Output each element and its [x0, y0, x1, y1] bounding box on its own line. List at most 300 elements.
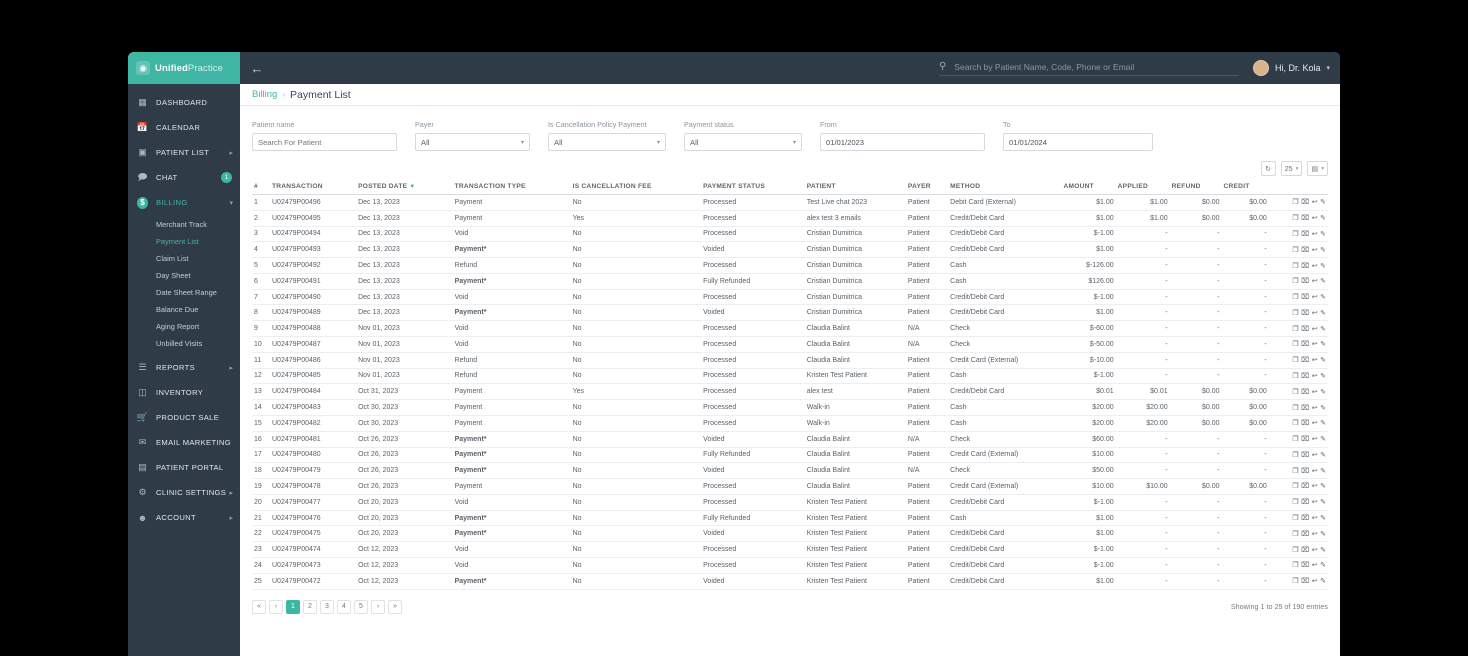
row-patient: Cristian Dumitrica — [805, 289, 906, 305]
sidebar-item-inventory[interactable] — [128, 380, 240, 405]
app-window — [128, 52, 1340, 656]
payer-select[interactable] — [415, 133, 530, 151]
undo-icon[interactable]: ↩ — [1311, 262, 1318, 270]
edit-icon[interactable]: ✎ — [1320, 388, 1326, 396]
copy-icon[interactable]: ❐ — [1292, 262, 1299, 270]
row-is-cancellation-fee: No — [571, 400, 702, 416]
row-transaction-type: Payment* — [453, 463, 571, 479]
col-transaction[interactable]: TRANSACTION — [270, 180, 356, 195]
table-row[interactable] — [252, 258, 1328, 274]
col-posted-date-label: POSTED DATE — [358, 183, 408, 190]
chevron-down-icon: ▾ — [1295, 165, 1299, 172]
global-search[interactable] — [939, 61, 1239, 76]
edit-icon[interactable]: ✎ — [1320, 451, 1326, 459]
row-refund: - — [1170, 510, 1222, 526]
row-is-cancellation-fee: Yes — [571, 384, 702, 400]
submenu-item-claim-list[interactable]: Claim List — [156, 254, 189, 263]
copy-icon[interactable]: ❐ — [1292, 388, 1299, 396]
col-method[interactable]: METHOD — [948, 180, 1061, 195]
row-posted-date: Oct 31, 2023 — [356, 384, 453, 400]
undo-icon[interactable]: ↩ — [1311, 467, 1318, 475]
row-refund: - — [1170, 337, 1222, 353]
col-applied[interactable]: APPLIED — [1116, 180, 1170, 195]
row-transaction-type: Payment* — [453, 273, 571, 289]
copy-icon[interactable]: ❐ — [1292, 325, 1299, 333]
undo-icon[interactable]: ↩ — [1311, 578, 1318, 586]
undo-icon[interactable]: ↩ — [1311, 483, 1318, 491]
trash-icon[interactable]: ⌧ — [1301, 546, 1310, 554]
row-applied: - — [1116, 431, 1170, 447]
trash-icon[interactable]: ⌧ — [1301, 499, 1310, 507]
edit-icon[interactable]: ✎ — [1320, 372, 1326, 380]
to-date-input[interactable] — [1003, 133, 1153, 151]
chevron-down-icon: ▾ — [792, 139, 796, 146]
row-is-cancellation-fee: No — [571, 258, 702, 274]
page-size-select[interactable] — [1281, 161, 1303, 176]
inventory-icon: ◫ — [138, 387, 147, 397]
row-index: 10 — [252, 337, 270, 353]
row-patient: alex test 3 emails — [805, 210, 906, 226]
trash-icon[interactable]: ⌧ — [1301, 436, 1310, 444]
col-patient[interactable]: PATIENT — [805, 180, 906, 195]
sidebar-item-chat[interactable] — [128, 165, 240, 190]
submenu-item-payment-list[interactable]: Payment List — [156, 237, 199, 246]
from-date-input[interactable] — [820, 133, 985, 151]
row-credit: - — [1222, 573, 1269, 589]
column-chooser-button[interactable] — [1307, 161, 1328, 176]
copy-icon[interactable]: ❐ — [1292, 515, 1299, 523]
undo-icon[interactable]: ↩ — [1311, 357, 1318, 365]
copy-icon[interactable]: ❐ — [1292, 294, 1299, 302]
row-transaction-type: Payment — [453, 479, 571, 495]
filter-cancellation-policy — [548, 120, 666, 151]
chevron-down-icon: ▾ — [520, 139, 524, 146]
trash-icon[interactable]: ⌧ — [1301, 372, 1310, 380]
col-payer[interactable]: PAYER — [906, 180, 948, 195]
submenu-item-merchant-track[interactable]: Merchant Track — [156, 220, 207, 229]
row-actions — [1269, 494, 1328, 510]
submenu-item-day-sheet[interactable]: Day Sheet — [156, 271, 191, 280]
copy-icon[interactable]: ❐ — [1292, 246, 1299, 254]
chevron-right-icon: ▸ — [229, 489, 233, 497]
trash-icon[interactable]: ⌧ — [1301, 357, 1310, 365]
page-button-2[interactable]: 2 — [303, 600, 317, 614]
trash-icon[interactable]: ⌧ — [1301, 325, 1310, 333]
row-credit: $0.00 — [1222, 400, 1269, 416]
undo-icon[interactable]: ↩ — [1311, 562, 1318, 570]
col-amount[interactable]: AMOUNT — [1062, 180, 1116, 195]
undo-icon[interactable]: ↩ — [1311, 499, 1318, 507]
undo-icon[interactable]: ↩ — [1311, 325, 1318, 333]
copy-icon[interactable]: ❐ — [1292, 530, 1299, 538]
row-index: 7 — [252, 289, 270, 305]
row-posted-date: Nov 01, 2023 — [356, 368, 453, 384]
row-credit: - — [1222, 431, 1269, 447]
trash-icon[interactable]: ⌧ — [1301, 404, 1310, 412]
submenu-item-unbilled-visits[interactable]: Unbilled Visits — [156, 339, 203, 348]
row-posted-date: Dec 13, 2023 — [356, 305, 453, 321]
col-is-cancellation-fee[interactable]: IS CANCELLATION FEE — [571, 180, 702, 195]
row-index: 23 — [252, 542, 270, 558]
table-toolbar — [240, 155, 1340, 180]
row-transaction: U02479P00490 — [270, 289, 356, 305]
top-bar-right — [240, 52, 1340, 84]
undo-icon[interactable]: ↩ — [1311, 530, 1318, 538]
copy-icon[interactable]: ❐ — [1292, 436, 1299, 444]
table-row[interactable] — [252, 415, 1328, 431]
row-applied: $10.00 — [1116, 479, 1170, 495]
copy-icon[interactable]: ❐ — [1292, 404, 1299, 412]
edit-icon[interactable]: ✎ — [1320, 530, 1326, 538]
table-row[interactable] — [252, 494, 1328, 510]
filter-label: Patient name — [252, 120, 295, 129]
table-row[interactable] — [252, 305, 1328, 321]
payer-select-value: All — [421, 137, 430, 147]
row-patient: Claudia Balint — [805, 479, 906, 495]
page-button-1[interactable]: 1 — [286, 600, 300, 614]
edit-icon[interactable]: ✎ — [1320, 546, 1326, 554]
row-amount: $126.00 — [1062, 273, 1116, 289]
row-transaction-type: Void — [453, 542, 571, 558]
table-row[interactable] — [252, 573, 1328, 589]
col-transaction-type[interactable]: TRANSACTION TYPE — [453, 180, 571, 195]
undo-icon[interactable]: ↩ — [1311, 388, 1318, 396]
trash-icon[interactable]: ⌧ — [1301, 578, 1310, 586]
undo-icon[interactable]: ↩ — [1311, 546, 1318, 554]
cart-icon: 🛒 — [136, 412, 149, 422]
row-payer: N/A — [906, 337, 948, 353]
row-is-cancellation-fee: No — [571, 226, 702, 242]
table-row[interactable] — [252, 526, 1328, 542]
row-method: Check — [948, 337, 1061, 353]
table-row[interactable] — [252, 226, 1328, 242]
row-method: Credit/Debit Card — [948, 384, 1061, 400]
row-credit: - — [1222, 352, 1269, 368]
row-posted-date: Oct 20, 2023 — [356, 510, 453, 526]
undo-icon[interactable]: ↩ — [1311, 372, 1318, 380]
row-amount: $50.00 — [1062, 463, 1116, 479]
undo-icon[interactable]: ↩ — [1311, 309, 1318, 317]
patient-name-input[interactable] — [252, 133, 397, 151]
copy-icon[interactable]: ❐ — [1292, 215, 1299, 223]
sidebar-item-patient-portal[interactable] — [128, 455, 240, 480]
row-transaction: U02479P00483 — [270, 400, 356, 416]
edit-icon[interactable]: ✎ — [1320, 562, 1326, 570]
row-actions — [1269, 542, 1328, 558]
row-actions — [1269, 195, 1328, 211]
trash-icon[interactable]: ⌧ — [1301, 278, 1310, 286]
undo-icon[interactable]: ↩ — [1311, 451, 1318, 459]
row-index: 20 — [252, 494, 270, 510]
row-payment-status: Processed — [701, 542, 805, 558]
edit-icon[interactable]: ✎ — [1320, 483, 1326, 491]
entries-summary: Showing 1 to 25 of 190 entries — [1230, 602, 1328, 612]
undo-icon[interactable]: ↩ — [1311, 436, 1318, 444]
row-actions — [1269, 210, 1328, 226]
undo-icon[interactable]: ↩ — [1311, 230, 1318, 238]
copy-icon[interactable]: ❐ — [1292, 357, 1299, 365]
trash-icon[interactable]: ⌧ — [1301, 530, 1310, 538]
page-button-3[interactable]: 3 — [320, 600, 334, 614]
undo-icon[interactable]: ↩ — [1311, 341, 1318, 349]
payment-table — [252, 180, 1328, 590]
col-posted-date[interactable] — [356, 180, 453, 195]
table-row[interactable] — [252, 463, 1328, 479]
trash-icon[interactable]: ⌧ — [1301, 388, 1310, 396]
row-is-cancellation-fee: No — [571, 494, 702, 510]
row-credit: $0.00 — [1222, 210, 1269, 226]
payment-status-select[interactable] — [684, 133, 802, 151]
undo-icon[interactable]: ↩ — [1311, 404, 1318, 412]
sidebar-item-clinic-settings[interactable] — [128, 480, 240, 505]
row-index: 8 — [252, 305, 270, 321]
row-actions — [1269, 573, 1328, 589]
table-row[interactable] — [252, 542, 1328, 558]
trash-icon[interactable]: ⌧ — [1301, 341, 1310, 349]
edit-icon[interactable]: ✎ — [1320, 199, 1326, 207]
row-refund: - — [1170, 557, 1222, 573]
row-credit: - — [1222, 542, 1269, 558]
row-refund: $0.00 — [1170, 400, 1222, 416]
copy-icon[interactable]: ❐ — [1292, 420, 1299, 428]
arrow-left-icon[interactable]: ← — [250, 60, 264, 76]
edit-icon[interactable]: ✎ — [1320, 499, 1326, 507]
submenu-item-balance-due[interactable]: Balance Due — [156, 305, 199, 314]
row-is-cancellation-fee: Yes — [571, 210, 702, 226]
table-row[interactable] — [252, 321, 1328, 337]
page-button-4[interactable]: 4 — [337, 600, 351, 614]
undo-icon[interactable]: ↩ — [1311, 420, 1318, 428]
table-row[interactable] — [252, 352, 1328, 368]
row-applied: - — [1116, 573, 1170, 589]
row-refund: $0.00 — [1170, 479, 1222, 495]
row-method: Check — [948, 463, 1061, 479]
table-row[interactable] — [252, 447, 1328, 463]
edit-icon[interactable]: ✎ — [1320, 246, 1326, 254]
col-refund[interactable]: REFUND — [1170, 180, 1222, 195]
table-row[interactable] — [252, 557, 1328, 573]
undo-icon[interactable]: ↩ — [1311, 215, 1318, 223]
trash-icon[interactable]: ⌧ — [1301, 562, 1310, 570]
row-transaction: U02479P00487 — [270, 337, 356, 353]
edit-icon[interactable]: ✎ — [1320, 309, 1326, 317]
row-payer: Patient — [906, 510, 948, 526]
sidebar-item-email-marketing[interactable] — [128, 430, 240, 455]
row-posted-date: Dec 13, 2023 — [356, 226, 453, 242]
row-method: Credit/Debit Card — [948, 526, 1061, 542]
trash-icon[interactable]: ⌧ — [1301, 262, 1310, 270]
table-row[interactable] — [252, 195, 1328, 211]
chat-icon: 🗩 — [137, 171, 148, 182]
sidebar-item-label: CLINIC SETTINGS — [156, 488, 227, 497]
user-menu[interactable] — [1253, 60, 1330, 76]
table-row[interactable] — [252, 210, 1328, 226]
trash-icon[interactable]: ⌧ — [1301, 215, 1310, 223]
copy-icon[interactable]: ❐ — [1292, 230, 1299, 238]
row-patient: Claudia Balint — [805, 431, 906, 447]
trash-icon[interactable]: ⌧ — [1301, 199, 1310, 207]
table-row[interactable] — [252, 368, 1328, 384]
undo-icon[interactable]: ↩ — [1311, 246, 1318, 254]
copy-icon[interactable]: ❐ — [1292, 451, 1299, 459]
row-credit: $0.00 — [1222, 384, 1269, 400]
page-button-[interactable]: › — [371, 600, 385, 614]
copy-icon[interactable]: ❐ — [1292, 467, 1299, 475]
sidebar-item-billing[interactable] — [128, 190, 240, 215]
row-posted-date: Dec 13, 2023 — [356, 273, 453, 289]
edit-icon[interactable]: ✎ — [1320, 278, 1326, 286]
page-button-5[interactable]: 5 — [354, 600, 368, 614]
row-refund: - — [1170, 573, 1222, 589]
trash-icon[interactable]: ⌧ — [1301, 294, 1310, 302]
search-input[interactable] — [952, 61, 1239, 73]
row-actions — [1269, 368, 1328, 384]
table-row[interactable] — [252, 431, 1328, 447]
sidebar-item-label: PATIENT PORTAL — [156, 463, 224, 472]
row-index: 24 — [252, 557, 270, 573]
edit-icon[interactable]: ✎ — [1320, 467, 1326, 475]
row-payment-status: Processed — [701, 226, 805, 242]
row-method: Cash — [948, 415, 1061, 431]
submenu-item-aging-report[interactable]: Aging Report — [156, 322, 200, 331]
trash-icon[interactable]: ⌧ — [1301, 515, 1310, 523]
col-index[interactable]: # — [252, 180, 270, 195]
copy-icon[interactable]: ❐ — [1292, 278, 1299, 286]
sidebar-item-account[interactable] — [128, 505, 240, 530]
row-index: 14 — [252, 400, 270, 416]
breadcrumb-parent[interactable]: Billing — [252, 89, 278, 100]
table-row[interactable] — [252, 273, 1328, 289]
table-head — [252, 180, 1328, 195]
table-row[interactable] — [252, 510, 1328, 526]
edit-icon[interactable]: ✎ — [1320, 325, 1326, 333]
copy-icon[interactable]: ❐ — [1292, 372, 1299, 380]
edit-icon[interactable]: ✎ — [1320, 294, 1326, 302]
row-transaction: U02479P00484 — [270, 384, 356, 400]
row-index: 17 — [252, 447, 270, 463]
page-button-[interactable]: ‹ — [269, 600, 283, 614]
refresh-button[interactable] — [1261, 161, 1276, 176]
table-row[interactable] — [252, 384, 1328, 400]
edit-icon[interactable]: ✎ — [1320, 230, 1326, 238]
submenu-item-date-sheet-range[interactable]: Date Sheet Range — [156, 288, 217, 297]
trash-icon[interactable]: ⌧ — [1301, 420, 1310, 428]
edit-icon[interactable]: ✎ — [1320, 436, 1326, 444]
table-row[interactable] — [252, 400, 1328, 416]
row-applied: - — [1116, 494, 1170, 510]
sidebar-item-reports[interactable] — [128, 355, 240, 380]
row-applied: - — [1116, 352, 1170, 368]
undo-icon[interactable]: ↩ — [1311, 199, 1318, 207]
copy-icon[interactable]: ❐ — [1292, 578, 1299, 586]
sidebar-item-label: EMAIL MARKETING — [156, 438, 232, 447]
trash-icon[interactable]: ⌧ — [1301, 451, 1310, 459]
filter-patient-name — [252, 120, 397, 151]
row-actions — [1269, 447, 1328, 463]
copy-icon[interactable]: ❐ — [1292, 483, 1299, 491]
page-button-[interactable]: « — [252, 600, 266, 614]
trash-icon[interactable]: ⌧ — [1301, 246, 1310, 254]
row-posted-date: Dec 13, 2023 — [356, 242, 453, 258]
page-title: Payment List — [290, 88, 351, 101]
row-transaction-type: Payment — [453, 195, 571, 211]
row-amount: $-1.00 — [1062, 368, 1116, 384]
cancellation-select[interactable] — [548, 133, 666, 151]
edit-icon[interactable]: ✎ — [1320, 341, 1326, 349]
row-amount: $-1.00 — [1062, 226, 1116, 242]
copy-icon[interactable]: ❐ — [1292, 546, 1299, 554]
copy-icon[interactable]: ❐ — [1292, 309, 1299, 317]
row-refund: - — [1170, 305, 1222, 321]
row-transaction: U02479P00476 — [270, 510, 356, 526]
undo-icon[interactable]: ↩ — [1311, 294, 1318, 302]
table-row[interactable] — [252, 289, 1328, 305]
table-row[interactable] — [252, 337, 1328, 353]
copy-icon[interactable]: ❐ — [1292, 562, 1299, 570]
copy-icon[interactable]: ❐ — [1292, 199, 1299, 207]
copy-icon[interactable]: ❐ — [1292, 499, 1299, 507]
sidebar-item-dashboard[interactable] — [128, 90, 240, 115]
edit-icon[interactable]: ✎ — [1320, 578, 1326, 586]
edit-icon[interactable]: ✎ — [1320, 420, 1326, 428]
edit-icon[interactable]: ✎ — [1320, 404, 1326, 412]
sidebar-item-calendar[interactable] — [128, 115, 240, 140]
row-patient: Cristian Dumitrica — [805, 273, 906, 289]
row-payer: Patient — [906, 305, 948, 321]
billing-submenu — [128, 215, 240, 355]
table-row[interactable] — [252, 242, 1328, 258]
row-credit: $0.00 — [1222, 195, 1269, 211]
col-payment-status[interactable]: PAYMENT STATUS — [701, 180, 805, 195]
row-payer: Patient — [906, 242, 948, 258]
trash-icon[interactable]: ⌧ — [1301, 230, 1310, 238]
row-transaction-type: Payment* — [453, 573, 571, 589]
col-credit[interactable]: CREDIT — [1222, 180, 1269, 195]
brand-logo-area[interactable] — [128, 52, 240, 84]
row-transaction: U02479P00481 — [270, 431, 356, 447]
row-posted-date: Oct 12, 2023 — [356, 542, 453, 558]
row-method: Credit/Debit Card — [948, 573, 1061, 589]
row-actions — [1269, 431, 1328, 447]
row-is-cancellation-fee: No — [571, 195, 702, 211]
trash-icon[interactable]: ⌧ — [1301, 309, 1310, 317]
row-transaction: U02479P00491 — [270, 273, 356, 289]
row-amount: $-1.00 — [1062, 557, 1116, 573]
chevron-down-icon: ▾ — [229, 199, 233, 207]
copy-icon[interactable]: ❐ — [1292, 341, 1299, 349]
row-payment-status: Fully Refunded — [701, 510, 805, 526]
row-transaction-type: Payment — [453, 210, 571, 226]
row-payer: Patient — [906, 415, 948, 431]
undo-icon[interactable]: ↩ — [1311, 515, 1318, 523]
edit-icon[interactable]: ✎ — [1320, 357, 1326, 365]
table-row[interactable] — [252, 479, 1328, 495]
edit-icon[interactable]: ✎ — [1320, 215, 1326, 223]
row-posted-date: Dec 13, 2023 — [356, 195, 453, 211]
sidebar-item-patient-list[interactable] — [128, 140, 240, 165]
page-button-[interactable]: » — [388, 600, 402, 614]
trash-icon[interactable]: ⌧ — [1301, 467, 1310, 475]
row-is-cancellation-fee: No — [571, 273, 702, 289]
row-applied: - — [1116, 337, 1170, 353]
chevron-down-icon: ▾ — [1321, 165, 1324, 172]
trash-icon[interactable]: ⌧ — [1301, 483, 1310, 491]
edit-icon[interactable]: ✎ — [1320, 515, 1326, 523]
sidebar-item-product-sale[interactable] — [128, 405, 240, 430]
edit-icon[interactable]: ✎ — [1320, 262, 1326, 270]
undo-icon[interactable]: ↩ — [1311, 278, 1318, 286]
row-transaction: U02479P00479 — [270, 463, 356, 479]
